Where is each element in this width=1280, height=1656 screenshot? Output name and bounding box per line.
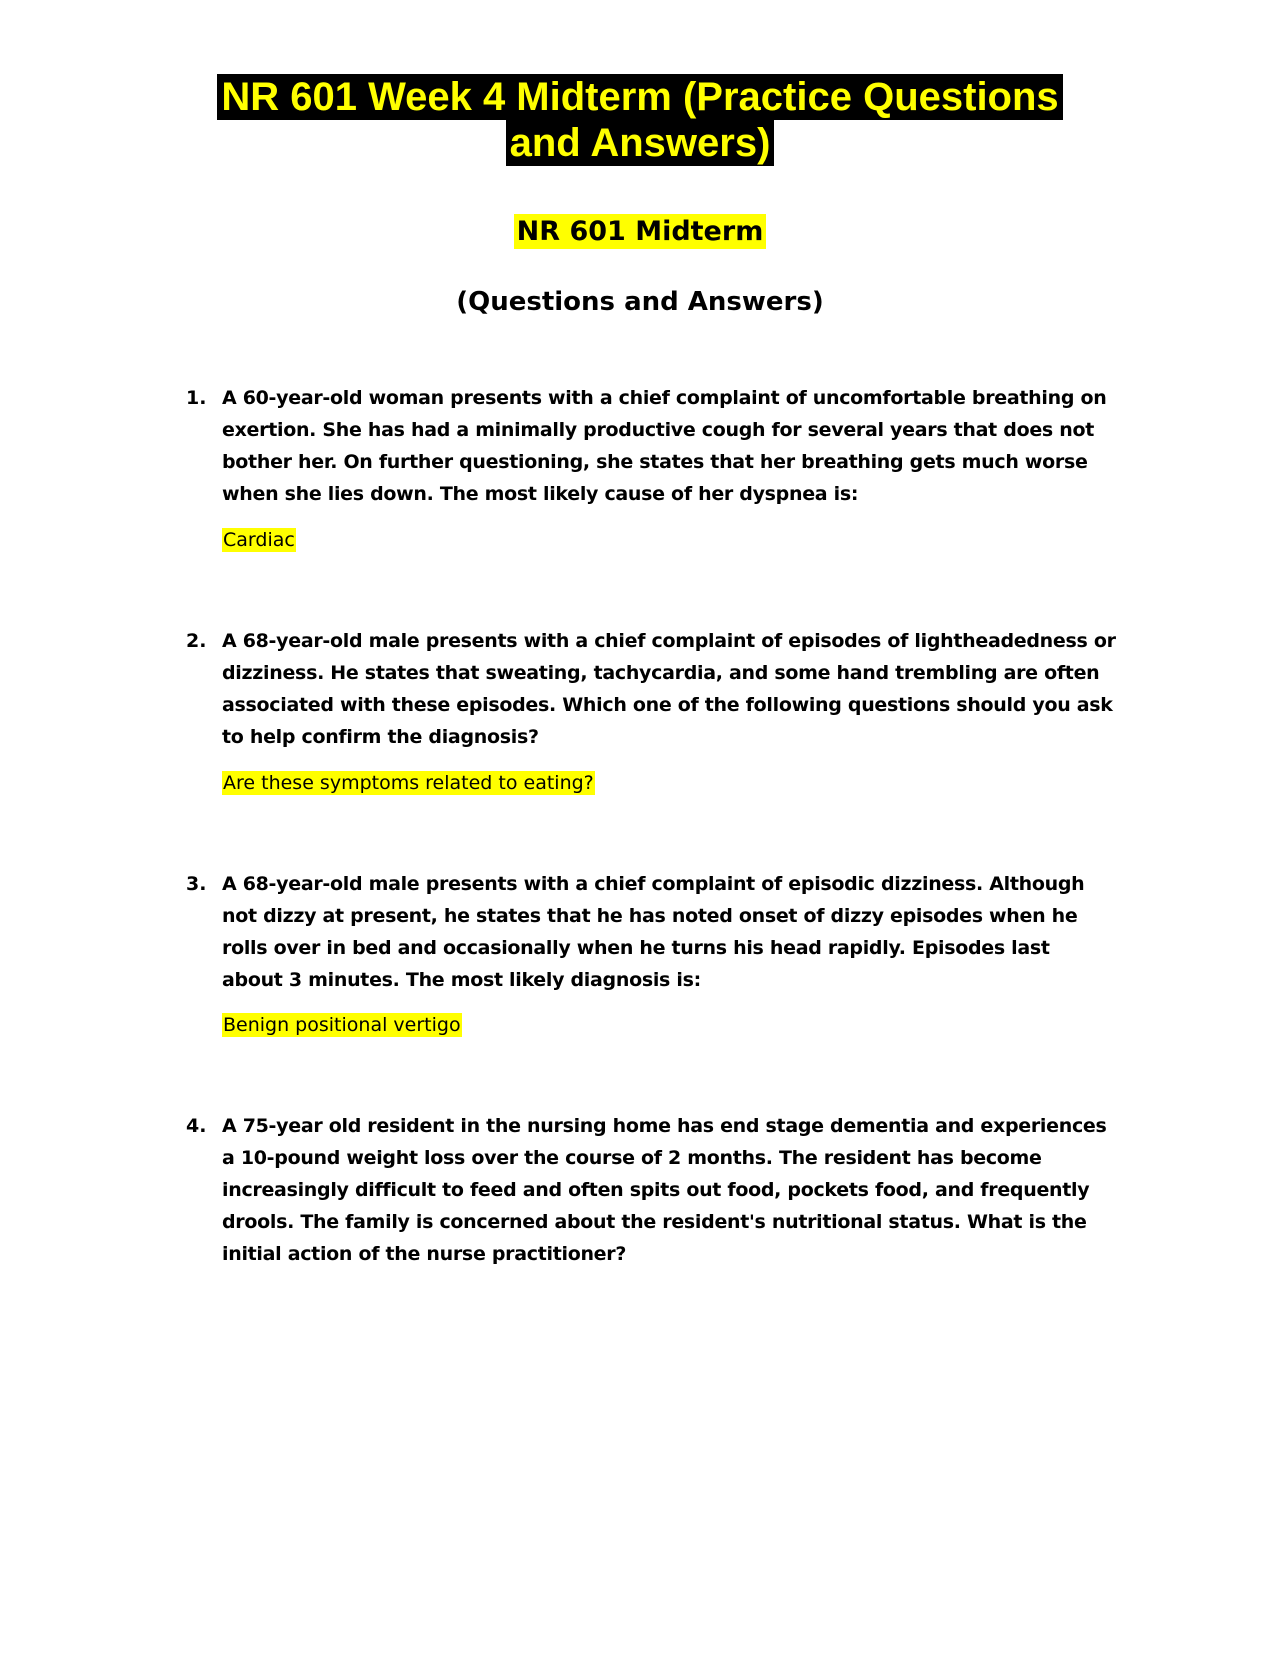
document-title (0, 74, 1280, 166)
question-4 (186, 1110, 1116, 1270)
question-3 (186, 868, 1116, 996)
question-number: 3. (186, 873, 207, 895)
answer-3 (222, 1011, 462, 1039)
question-number: 4. (186, 1115, 207, 1137)
question-2 (186, 625, 1116, 753)
title-line-1: NR 601 Week 4 Midterm (Practice Questions (217, 74, 1062, 120)
answer-1 (222, 526, 296, 554)
question-text: A 75-year old resident in the nursing home has end stage dementia and experiences a 10-pound weight loss over the course of 2 months. The resident has become increasingly difficult to feed and often spits out food, pockets food, and frequently drools. The family is concerned about the resident's nutritional status. What is the initial action of the nurse practitioner? (222, 1115, 1107, 1265)
question-text: A 60-year-old woman presents with a chief complaint of uncomfortable breathing on exertion. She has had a minimally productive cough for several years that does not bother her. On further questioning, she states that her breathing gets much worse when she lies down. The most likely cause of her dyspnea is: (222, 387, 1107, 505)
question-number: 1. (186, 387, 207, 409)
qa-heading: (Questions and Answers) (456, 287, 824, 317)
question-text: A 68-year-old male presents with a chief complaint of episodic dizziness. Although not dizzy at present, he states that he has noted onset of dizzy episodes when he rolls over in bed and occasionally when he turns his head rapidly. Episodes last about 3 minutes. The most likely diagnosis is: (222, 873, 1085, 991)
answer-text: Cardiac (223, 529, 295, 551)
answer-text: Benign positional vertigo (223, 1014, 461, 1036)
title-line-2: and Answers) (506, 120, 775, 166)
answer-2 (222, 769, 595, 797)
question-text: A 68-year-old male presents with a chief complaint of episodes of lightheadedness or dizziness. He states that sweating, tachycardia, and some hand trembling are often associated with these episodes. Which one of the following questions should you ask to help confirm the diagnosis? (222, 630, 1116, 748)
subtitle-text: NR 601 Midterm (514, 214, 767, 249)
question-number: 2. (186, 630, 207, 652)
document-subtitle (0, 214, 1280, 250)
question-1 (186, 382, 1116, 510)
answer-text: Are these symptoms related to eating? (223, 772, 594, 794)
